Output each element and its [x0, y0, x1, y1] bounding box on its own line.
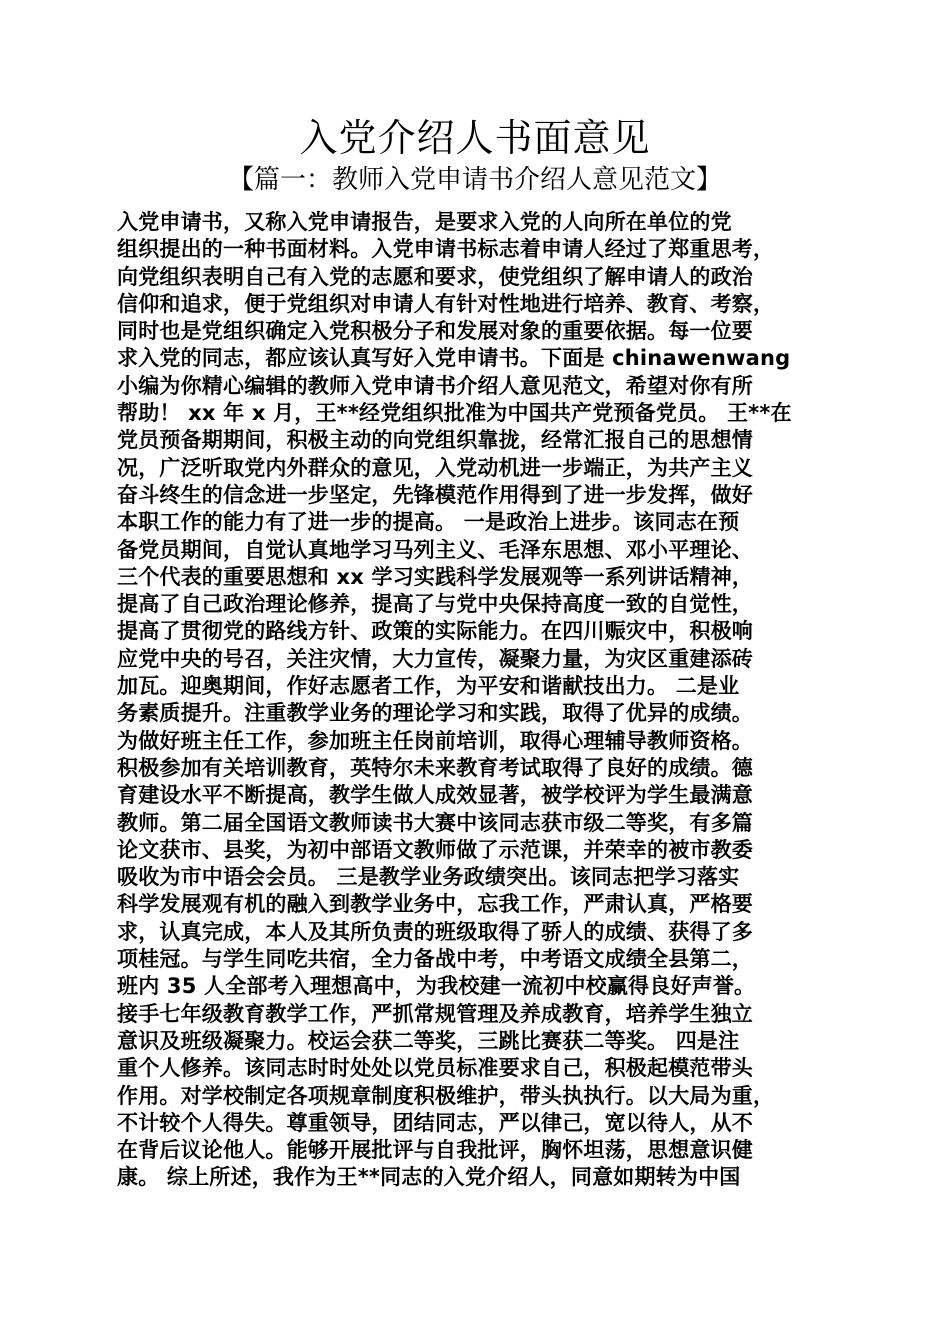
text-line: 加瓦。迎奥期间，作好志愿者工作，为平安和谐献技出力。 二是业 — [117, 674, 740, 699]
text-line: 提高了自己政治理论修养，提高了与党中央保持高度一致的自觉性， — [117, 592, 753, 617]
text-line: 吸收为市中语会会员。 三是教学业务政绩突出。该同志把学习落实 — [117, 865, 740, 890]
text-line: 提高了贯彻党的路线方针、政策的实际能力。在四川赈灾中，积极响 — [117, 619, 753, 644]
text-line: 组织提出的一种书面材料。入党申请书标志着申请人经过了郑重思考， — [117, 237, 775, 262]
text-line: 积极参加有关培训教育，英特尔未来教育考试取得了良好的成绩。德 — [117, 755, 753, 780]
text-line: 应党中央的号召，关注灾情，大力宣传，凝聚力量，为灾区重建添砖 — [117, 646, 753, 671]
text-line: 奋斗终生的信念进一步坚定，先锋模范作用得到了进一步发挥，做好 — [117, 482, 753, 507]
text-line: 帮助！ xx 年 x 月，王**经党组织批准为中国共产党预备党员。 王**在 — [117, 401, 792, 426]
text-line: 论文获市、县奖，为初中部语文教师做了示范课，并荣幸的被市教委 — [117, 837, 753, 862]
text-line: 作用。对学校制定各项规章制度积极维护，带头执执行。以大局为重， — [117, 1083, 775, 1108]
text-line: 求入党的同志，都应该认真写好入党申请书。下面是 chinawenwang — [117, 346, 791, 371]
text-line: 况，广泛听取党内外群众的意见，入党动机进一步端正，为共产主义 — [117, 455, 753, 480]
text-line: 向党组织表明自己有入党的志愿和要求，使党组织了解申请人的政治 — [117, 264, 753, 289]
text-line: 班内 35 人全部考入理想高中，为我校建一流初中校赢得良好声誉。 — [117, 974, 756, 999]
page-subtitle: 【篇一：教师入党申请书介绍人意见范文】 — [227, 165, 722, 195]
text-line: 入党申请书，又称入党申请报告，是要求入党的人向所在单位的党 — [117, 210, 732, 234]
page-title: 入党介绍人书面意见 — [299, 116, 651, 160]
text-line: 求，认真完成，本人及其所负责的班级取得了骄人的成绩、获得了多 — [117, 919, 753, 944]
text-line: 党员预备期期间，积极主动的向党组织靠拢，经常汇报自己的思想情 — [117, 428, 753, 453]
text-line: 信仰和追求，便于党组织对申请人有针对性地进行培养、教育、考察， — [117, 291, 775, 316]
text-line: 项桂冠。与学生同吃共宿，全力备战中考，中考语文成绩全县第二， — [117, 947, 753, 972]
text-line: 不计较个人得失。尊重领导，团结同志，严以律己，宽以待人，从不 — [117, 1110, 753, 1135]
text-line: 在背后议论他人。能够开展批评与自我批评，胸怀坦荡，思想意识健 — [117, 1138, 753, 1163]
text-line: 意识及班级凝聚力。校运会获二等奖，三跳比赛获二等奖。 四是注 — [117, 1028, 740, 1053]
text-line: 重个人修养。该同志时时处处以党员标准要求自己，积极起模范带头 — [117, 1056, 753, 1081]
text-line: 本职工作的能力有了进一步的提高。 一是政治上进步。该同志在预 — [117, 510, 740, 535]
body-text — [117, 209, 847, 1192]
text-line: 同时也是党组织确定入党积极分子和发展对象的重要依据。每一位要 — [117, 319, 753, 344]
text-line: 育建设水平不断提高，教学生做人成效显著，被学校评为学生最满意 — [117, 783, 753, 808]
text-line: 三个代表的重要思想和 xx 学习实践科学发展观等一系列讲话精神， — [117, 564, 754, 589]
text-line: 小编为你精心编辑的教师入党申请书介绍人意见范文，希望对你有所 — [117, 373, 753, 398]
text-line: 为做好班主任工作，参加班主任岗前培训，取得心理辅导教师资格。 — [117, 728, 753, 753]
text-line: 科学发展观有机的融入到教学业务中，忘我工作，严肃认真，严格要 — [117, 892, 753, 917]
text-line: 接手七年级教育教学工作，严抓常规管理及养成教育，培养学生独立 — [117, 1001, 753, 1026]
text-line: 务素质提升。注重教学业务的理论学习和实践，取得了优异的成绩。 — [117, 701, 753, 726]
text-line: 康。 综上所述，我作为王**同志的入党介绍人，同意如期转为中国 — [117, 1165, 741, 1190]
text-line: 备党员期间，自觉认真地学习马列主义、毛泽东思想、邓小平理论、 — [117, 537, 753, 562]
text-line: 教师。第二届全国语文教师读书大赛中该同志获市级二等奖，有多篇 — [117, 810, 753, 835]
